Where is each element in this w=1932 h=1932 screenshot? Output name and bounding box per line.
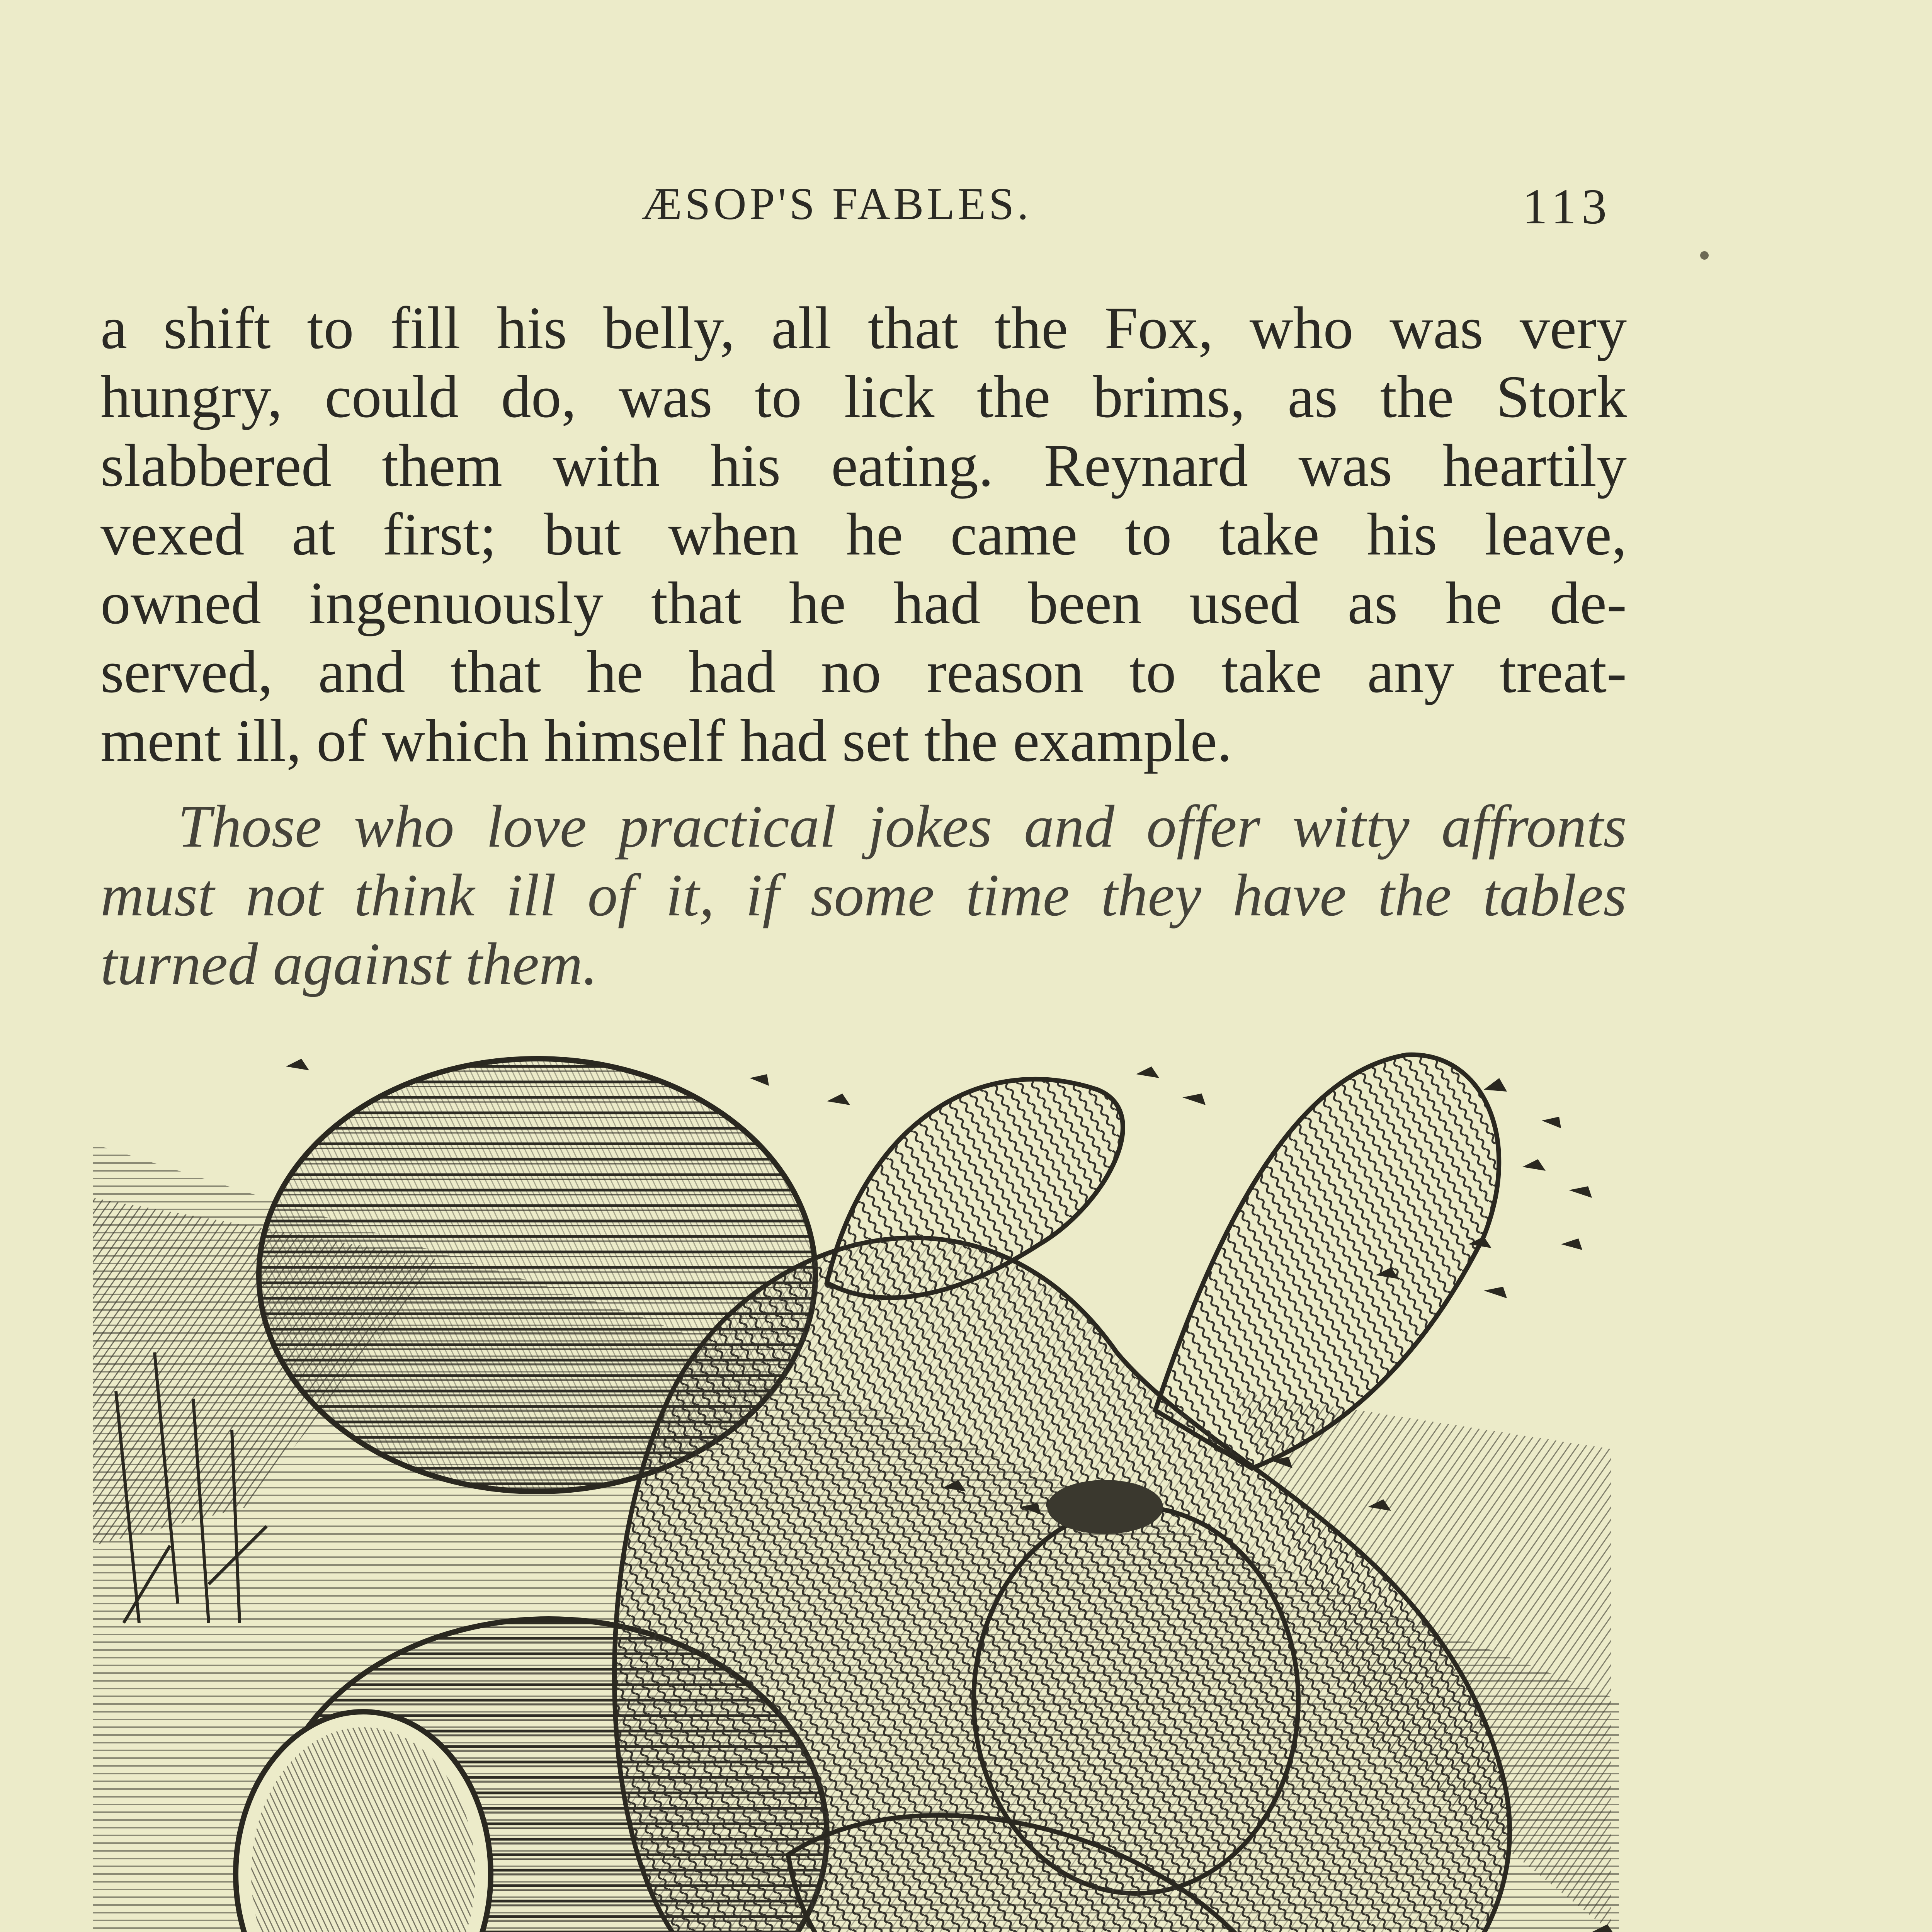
- moral-line: must not think ill of it, if some time they have the tables: [100, 862, 1627, 929]
- text-line: served, and that he had no reason to take any treat-: [100, 638, 1627, 705]
- text-line: a shift to fill his belly, all that the Fox, who was very: [100, 294, 1627, 361]
- moral-line: Those who love practical jokes and offer witty affronts: [178, 793, 1627, 860]
- text-line: ment ill, of which himself had set the example.: [100, 707, 1232, 774]
- text-line: hungry, could do, was to lick the brims, as the Stork: [100, 363, 1627, 430]
- page-number: 113: [1522, 179, 1612, 235]
- running-head: [0, 170, 1932, 247]
- ink-speck: [1700, 251, 1709, 260]
- moral-paragraph: [100, 792, 1627, 998]
- body-paragraph: [100, 294, 1627, 775]
- text-line: owned ingenuously that he had been used as he de-: [100, 570, 1627, 636]
- moral-line: turned against them.: [100, 930, 598, 997]
- text-line: slabbered them with his eating. Reynard was heartily: [100, 432, 1627, 499]
- text-line: vexed at first; but when he came to take his leave,: [100, 501, 1627, 568]
- running-title: ÆSOP'S FABLES.: [641, 179, 1032, 229]
- engraving-bear-and-beehives-icon: [93, 1043, 1623, 1932]
